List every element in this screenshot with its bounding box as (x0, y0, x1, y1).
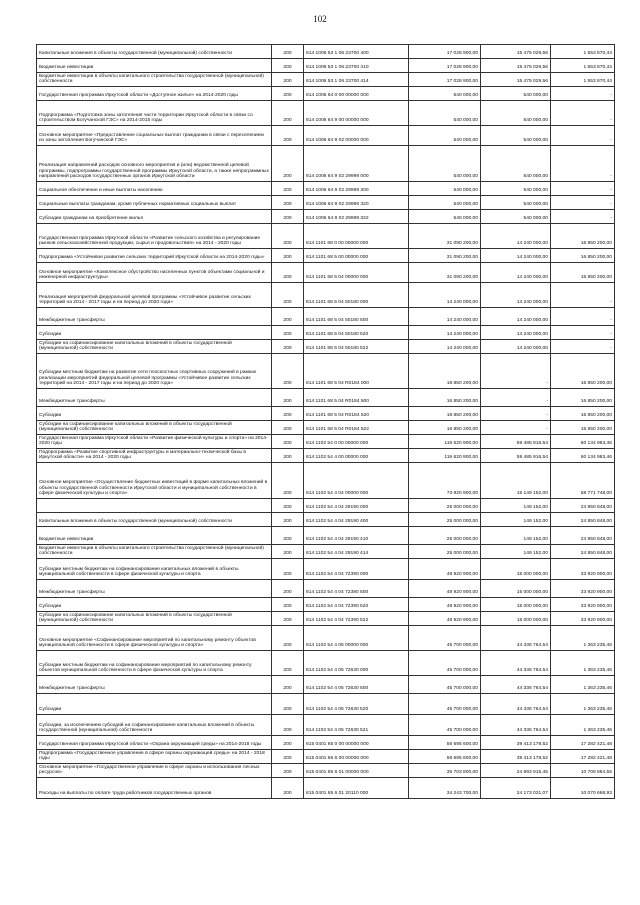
cell-rest: 33 920 900,00 (551, 598, 615, 612)
cell-rest: 16 850 200,00 (551, 407, 615, 421)
cell-admin: 200 (272, 340, 304, 354)
cell-admin: 200 (272, 676, 304, 694)
cell-rest: - (551, 326, 615, 340)
table-row (37, 263, 615, 283)
cell-plan: 25 000 000,00 (409, 499, 481, 513)
table-row (37, 598, 615, 612)
cell-code: 814 1101 68 5 00 00000 000 (304, 249, 409, 263)
cell-plan: 17 028 900,00 (409, 73, 481, 87)
table-row (37, 651, 615, 676)
cell-rest: 1 363 235,46 (551, 694, 615, 715)
cell-executed: 149 152,00 (481, 513, 551, 527)
cell-name: Подпрограмма «Государственное управление в сфере охраны окружающей среды» на 2014 - 2018 годы (37, 750, 272, 764)
cell-name: Субсидии (37, 407, 272, 421)
cell-admin: 200 (272, 308, 304, 326)
table-row (37, 59, 615, 73)
cell-admin: 200 (272, 283, 304, 308)
cell-name: Субсидии гражданам на приобретение жилья (37, 210, 272, 224)
cell-admin: 200 (272, 326, 304, 340)
table-row (37, 778, 615, 799)
table-row (37, 580, 615, 598)
cell-plan: 31 090 200,00 (409, 224, 481, 249)
cell-plan: 540 000,00 (409, 182, 481, 196)
cell-executed: 24 993 915,45 (481, 764, 551, 778)
table-row (37, 715, 615, 736)
cell-admin: 200 (272, 210, 304, 224)
cell-rest: 16 850 200,00 (551, 421, 615, 435)
cell-code: 814 1101 68 0 00 00000 000 (304, 224, 409, 249)
cell-executed: 540 000,00 (481, 126, 551, 146)
cell-executed: 44 336 764,54 (481, 651, 551, 676)
cell-code: 814 1102 54 4 05 00000 000 (304, 626, 409, 651)
cell-admin: 200 (272, 715, 304, 736)
cell-code: 814 1102 54 4 04 72390 500 (304, 580, 409, 598)
cell-admin: 200 (272, 598, 304, 612)
cell-rest: 1 553 870,44 (551, 73, 615, 87)
table-row (37, 513, 615, 527)
cell-executed: 59 485 916,54 (481, 449, 551, 463)
cell-executed: 44 336 764,54 (481, 676, 551, 694)
cell-admin: 200 (272, 224, 304, 249)
cell-name: Расходы на выплаты по оплате труда работников государственных органов (37, 778, 272, 799)
cell-admin: 200 (272, 407, 304, 421)
cell-rest: 58 771 748,00 (551, 463, 615, 499)
cell-executed: 149 152,00 (481, 527, 551, 545)
cell-executed: 44 336 764,54 (481, 626, 551, 651)
cell-rest: 60 134 983,46 (551, 435, 615, 449)
table-row (37, 283, 615, 308)
table-row (37, 407, 615, 421)
cell-name: Субсидии (37, 598, 272, 612)
cell-name: Государственная программа Иркутской области «Доступное жилье» на 2014-2020 годы (37, 87, 272, 101)
cell-plan: 25 000 000,00 (409, 527, 481, 545)
cell-executed: 540 000,00 (481, 87, 551, 101)
table-row (37, 527, 615, 545)
table-row (37, 463, 615, 499)
table-row (37, 750, 615, 764)
table-row (37, 764, 615, 778)
cell-code: 814 1006 64 9 02 29999 322 (304, 210, 409, 224)
table-row (37, 559, 615, 580)
cell-code: 814 1102 54 4 04 72390 522 (304, 612, 409, 626)
cell-rest: 24 850 848,00 (551, 499, 615, 513)
cell-rest: 10 070 668,93 (551, 778, 615, 799)
cell-code: 814 1102 54 4 04 72390 520 (304, 598, 409, 612)
cell-plan: 45 700 000,00 (409, 694, 481, 715)
cell-admin: 200 (272, 126, 304, 146)
cell-rest: 1 363 235,46 (551, 676, 615, 694)
cell-executed: 39 413 178,52 (481, 736, 551, 750)
cell-executed: - (481, 421, 551, 435)
table-row (37, 182, 615, 196)
cell-rest: 33 920 900,00 (551, 612, 615, 626)
table-row (37, 146, 615, 182)
cell-rest: - (551, 308, 615, 326)
cell-plan: 45 700 000,00 (409, 626, 481, 651)
cell-name: Межбюджетные трансферты (37, 308, 272, 326)
cell-admin: 200 (272, 499, 304, 513)
cell-executed: 14 240 000,00 (481, 340, 551, 354)
cell-name: Подпрограмма «Устойчивое развитие сельских территорий Иркутской области на 2014-2020 годы» (37, 249, 272, 263)
cell-code: 814 1102 54 4 00 00000 000 (304, 449, 409, 463)
cell-plan: 48 920 900,00 (409, 580, 481, 598)
cell-name: Субсидии местным бюджетам на развитие сети плоскостных спортивных сооружений в рамках реализации мероприятий федеральной целевой программы «Устойчивое развитие сельских территорий на 2014 - 2017 годы и на период до 2020 года» (37, 354, 272, 389)
cell-code: 814 1101 68 5 04 R0184 520 (304, 407, 409, 421)
cell-rest: - (551, 283, 615, 308)
cell-executed: 149 152,00 (481, 545, 551, 559)
cell-plan: 56 695 600,00 (409, 750, 481, 764)
cell-plan: 17 028 900,00 (409, 45, 481, 59)
table-row (37, 224, 615, 249)
cell-name: Государственная программа Иркутской области «Охрана окружающей среды» на 2014-2018 годы (37, 736, 272, 750)
cell-rest: 16 850 200,00 (551, 263, 615, 283)
cell-name: Бюджетные инвестиции в объекты капитального строительства государственной (муниципальной) собственности (37, 545, 272, 559)
cell-rest: 1 363 235,46 (551, 626, 615, 651)
cell-plan: 34 243 700,00 (409, 778, 481, 799)
table-row (37, 736, 615, 750)
cell-name: Социальное обеспечение и иные выплаты населению (37, 182, 272, 196)
cell-code: 815 0401 65 0 00 00000 000 (304, 736, 409, 750)
cell-admin: 200 (272, 545, 304, 559)
cell-executed: 540 000,00 (481, 210, 551, 224)
cell-name: Подпрограмма «Подготовка зоны затопления части территории Иркутской области в связи со строительством Богучанской ГЭС» на 2014-2015 годы (37, 101, 272, 126)
table-row (37, 676, 615, 694)
cell-code: 814 1101 68 5 04 50180 000 (304, 283, 409, 308)
budget-execution-table (36, 44, 615, 799)
cell-rest: 33 920 900,00 (551, 559, 615, 580)
cell-name: Субсидии на софинансирование капитальных вложений в объекты государственной (муниципальной) собственности (37, 612, 272, 626)
cell-plan: 14 240 000,00 (409, 340, 481, 354)
cell-admin: 200 (272, 651, 304, 676)
cell-code: 814 1101 68 5 04 R0184 000 (304, 354, 409, 389)
cell-admin: 200 (272, 750, 304, 764)
cell-plan: 31 090 200,00 (409, 249, 481, 263)
cell-executed: 540 000,00 (481, 196, 551, 210)
cell-admin: 200 (272, 449, 304, 463)
cell-code: 815 0401 65 6 01 00000 000 (304, 764, 409, 778)
cell-executed: 15 475 029,56 (481, 73, 551, 87)
cell-admin: 200 (272, 101, 304, 126)
cell-name (37, 499, 272, 513)
cell-name: Социальные выплаты гражданам, кроме публичных нормативных социальных выплат (37, 196, 272, 210)
cell-executed: 44 336 764,54 (481, 694, 551, 715)
table-row (37, 73, 615, 87)
cell-admin: 200 (272, 463, 304, 499)
cell-executed: 14 240 000,00 (481, 224, 551, 249)
cell-executed: 15 475 029,56 (481, 59, 551, 73)
cell-code: 814 1006 64 9 02 29999 320 (304, 196, 409, 210)
cell-name: Субсидии местным бюджетам на софинансирование мероприятий по капитальному ремонту объектов муниципальной собственности в сфере физической культуры и спорта (37, 651, 272, 676)
cell-code: 814 1102 54 4 05 72630 520 (304, 694, 409, 715)
cell-plan: 540 000,00 (409, 146, 481, 182)
cell-name: Основное мероприятие «Осуществление бюджетных инвестиций в форме капитальных вложений в объекты государственной собственности Иркутской области и муниципальной собственности в сфере физической культуры и спорта» (37, 463, 272, 499)
cell-name: Капитальные вложения в объекты государственной (муниципальной) собственности (37, 45, 272, 59)
cell-name: Субсидии (37, 694, 272, 715)
cell-plan: 45 700 000,00 (409, 676, 481, 694)
cell-plan: 48 920 900,00 (409, 559, 481, 580)
cell-rest: 17 282 421,48 (551, 750, 615, 764)
cell-admin: 200 (272, 87, 304, 101)
cell-executed: 15 000 000,00 (481, 580, 551, 598)
cell-code: 814 1006 64 9 02 29999 000 (304, 146, 409, 182)
table-row (37, 389, 615, 407)
table-row (37, 101, 615, 126)
cell-code: 814 1006 53 1 06 23700 400 (304, 45, 409, 59)
cell-admin: 200 (272, 196, 304, 210)
page-number: 102 (313, 14, 327, 24)
cell-name: Государственная программа Иркутской области «Развитие физической культуры и спорта» на 2014-2020 годы (37, 435, 272, 449)
cell-executed: 14 240 000,00 (481, 308, 551, 326)
table-row (37, 449, 615, 463)
table-row (37, 435, 615, 449)
cell-admin: 200 (272, 580, 304, 598)
cell-admin: 200 (272, 249, 304, 263)
cell-rest: 16 850 200,00 (551, 389, 615, 407)
cell-plan: 35 703 800,00 (409, 764, 481, 778)
cell-admin: 200 (272, 146, 304, 182)
cell-name: Государственная программа Иркутской области «Развитие сельского хозяйства и регулирование рынков сельскохозяйственной продукции, сырья и продовольствия» на 2014 - 2020 годы (37, 224, 272, 249)
cell-rest: 10 709 884,55 (551, 764, 615, 778)
cell-code: 814 1102 54 4 04 00000 000 (304, 463, 409, 499)
cell-code: 814 1006 53 1 06 23700 410 (304, 59, 409, 73)
cell-rest: 33 920 900,00 (551, 580, 615, 598)
cell-rest: 60 134 983,46 (551, 449, 615, 463)
cell-executed: 14 240 000,00 (481, 326, 551, 340)
cell-admin: 200 (272, 354, 304, 389)
cell-rest: 1 363 235,46 (551, 651, 615, 676)
cell-admin: 200 (272, 263, 304, 283)
cell-executed: 15 149 152,00 (481, 463, 551, 499)
cell-code: 814 1102 54 4 04 29190 000 (304, 499, 409, 513)
cell-code: 815 0401 65 6 01 20110 000 (304, 778, 409, 799)
cell-name: Межбюджетные трансферты (37, 389, 272, 407)
cell-rest: 17 282 421,48 (551, 736, 615, 750)
cell-code: 814 1006 64 9 02 00000 000 (304, 126, 409, 146)
cell-executed: 24 173 031,07 (481, 778, 551, 799)
cell-plan: 119 620 900,00 (409, 449, 481, 463)
table-row (37, 308, 615, 326)
cell-plan: 56 695 600,00 (409, 736, 481, 750)
table-row (37, 196, 615, 210)
cell-executed: 14 240 000,00 (481, 283, 551, 308)
cell-name: Основное мероприятие «Государственное управление в сфере охраны и использования лесных ресурсов» (37, 764, 272, 778)
cell-name: Подпрограмма «Развитие спортивной инфраструктуры и материально-технической базы в Иркутской области» на 2014 - 2020 годы (37, 449, 272, 463)
cell-executed: - (481, 407, 551, 421)
cell-code: 814 1102 54 4 05 72630 521 (304, 715, 409, 736)
cell-admin: 200 (272, 612, 304, 626)
cell-admin: 200 (272, 778, 304, 799)
cell-rest: - (551, 101, 615, 126)
cell-admin: 200 (272, 513, 304, 527)
table-row (37, 326, 615, 340)
cell-code: 815 0401 65 6 00 00000 000 (304, 750, 409, 764)
cell-executed: 44 336 764,54 (481, 715, 551, 736)
cell-admin: 200 (272, 764, 304, 778)
cell-plan: 540 000,00 (409, 210, 481, 224)
cell-admin: 200 (272, 389, 304, 407)
cell-rest: - (551, 210, 615, 224)
cell-plan: 45 700 000,00 (409, 715, 481, 736)
cell-code: 814 1006 64 0 00 00000 000 (304, 87, 409, 101)
cell-code: 814 1101 68 5 04 50180 520 (304, 326, 409, 340)
cell-plan: 31 090 200,00 (409, 263, 481, 283)
table-row (37, 421, 615, 435)
table-row (37, 354, 615, 389)
cell-code: 814 1102 54 4 05 72630 000 (304, 651, 409, 676)
cell-plan: 540 000,00 (409, 101, 481, 126)
cell-admin: 200 (272, 527, 304, 545)
cell-executed: 15 000 000,00 (481, 559, 551, 580)
cell-admin: 200 (272, 694, 304, 715)
table-row (37, 694, 615, 715)
cell-name: Основное мероприятие «Софинансирование мероприятий по капитальному ремонту объектов муниципальной собственности в сфере физической культуры и спорта» (37, 626, 272, 651)
cell-executed: 59 485 916,54 (481, 435, 551, 449)
cell-rest: 1 553 870,44 (551, 45, 615, 59)
cell-code: 814 1006 53 1 06 23700 414 (304, 73, 409, 87)
cell-rest: - (551, 182, 615, 196)
cell-rest: 24 850 848,00 (551, 545, 615, 559)
cell-name: Субсидии, за исключением субсидий на софинансирование капитальных вложений в объекты государственной (муниципальной) собственности (37, 715, 272, 736)
cell-plan: 48 920 900,00 (409, 612, 481, 626)
cell-plan: 25 000 000,00 (409, 513, 481, 527)
cell-admin: 200 (272, 45, 304, 59)
cell-code: 814 1101 68 5 04 50180 500 (304, 308, 409, 326)
cell-name: Реализация мероприятий федеральной целевой программы «Устойчивое развитие сельских территорий на 2014 - 2017 годы и на период до 2020 года» (37, 283, 272, 308)
cell-rest: 1 553 870,44 (551, 59, 615, 73)
table-row (37, 545, 615, 559)
cell-executed: 540 000,00 (481, 182, 551, 196)
cell-admin: 200 (272, 736, 304, 750)
cell-admin: 200 (272, 421, 304, 435)
cell-executed: - (481, 354, 551, 389)
cell-plan: 16 850 200,00 (409, 389, 481, 407)
cell-name: Бюджетные инвестиции в объекты капитального строительства государственной (муниципальной) собственности (37, 73, 272, 87)
cell-plan: 14 240 000,00 (409, 283, 481, 308)
cell-executed: 14 240 000,00 (481, 263, 551, 283)
cell-admin: 200 (272, 559, 304, 580)
cell-rest: 24 850 848,00 (551, 527, 615, 545)
cell-rest: 24 850 848,00 (551, 513, 615, 527)
cell-name: Бюджетные инвестиции (37, 59, 272, 73)
cell-code: 814 1101 68 5 04 00000 000 (304, 263, 409, 283)
cell-code: 814 1101 68 5 04 R0184 522 (304, 421, 409, 435)
table-row (37, 612, 615, 626)
cell-plan: 119 620 900,00 (409, 435, 481, 449)
cell-executed: 15 000 000,00 (481, 598, 551, 612)
cell-plan: 540 000,00 (409, 196, 481, 210)
table-row (37, 45, 615, 59)
cell-plan: 25 000 000,00 (409, 545, 481, 559)
cell-plan: 14 240 000,00 (409, 308, 481, 326)
cell-plan: 45 700 000,00 (409, 651, 481, 676)
cell-admin: 200 (272, 182, 304, 196)
cell-executed: 15 475 029,56 (481, 45, 551, 59)
cell-plan: 16 850 200,00 (409, 354, 481, 389)
cell-name: Субсидии местным бюджетам на софинансирование капитальных вложений в объекты муниципальной собственности в сфере физической культуры и спорта (37, 559, 272, 580)
cell-code: 814 1102 54 4 04 29190 414 (304, 545, 409, 559)
table-row (37, 249, 615, 263)
cell-rest: - (551, 87, 615, 101)
cell-rest: 16 850 200,00 (551, 224, 615, 249)
cell-plan: 73 920 900,00 (409, 463, 481, 499)
cell-executed: 39 413 178,52 (481, 750, 551, 764)
cell-code: 814 1102 54 4 05 72630 500 (304, 676, 409, 694)
cell-name: Межбюджетные трансферты (37, 580, 272, 598)
cell-plan: 16 850 200,00 (409, 407, 481, 421)
cell-rest: - (551, 146, 615, 182)
cell-name: Реализация направлений расходов основного мероприятия и (или) ведомственной целевой программы, подпрограммы государственной программы Иркутской области, а также непрограммных направлений расходов государственных органов Иркутской области (37, 146, 272, 182)
cell-code: 814 1006 64 9 02 29999 300 (304, 182, 409, 196)
cell-code: 814 1102 54 4 04 29190 400 (304, 513, 409, 527)
table-row (37, 340, 615, 354)
cell-admin: 200 (272, 435, 304, 449)
cell-name: Субсидии (37, 326, 272, 340)
cell-name: Основное мероприятие «Комплексное обустройство населенных пунктов объектами социальной и инженерной инфраструктуры» (37, 263, 272, 283)
cell-plan: 16 850 200,00 (409, 421, 481, 435)
cell-name: Субсидии на софинансирование капитальных вложений в объекты государственной (муниципальной) собственности (37, 340, 272, 354)
cell-admin: 200 (272, 59, 304, 73)
cell-name: Бюджетные инвестиции (37, 527, 272, 545)
cell-code: 814 1101 68 5 04 50180 522 (304, 340, 409, 354)
table-row (37, 626, 615, 651)
cell-rest: 16 850 200,00 (551, 249, 615, 263)
table-row (37, 87, 615, 101)
cell-code: 814 1102 54 0 00 00000 000 (304, 435, 409, 449)
cell-executed: 540 000,00 (481, 146, 551, 182)
cell-plan: 540 000,00 (409, 126, 481, 146)
cell-executed: 540 000,00 (481, 101, 551, 126)
table-row (37, 499, 615, 513)
cell-admin: 200 (272, 626, 304, 651)
table-row (37, 210, 615, 224)
cell-plan: 48 920 900,00 (409, 598, 481, 612)
cell-executed: 15 000 000,00 (481, 612, 551, 626)
cell-rest: - (551, 196, 615, 210)
cell-name: Субсидии на софинансирование капитальных вложений в объекты государственной (муниципальной) собственности (37, 421, 272, 435)
cell-name: Основное мероприятие «Предоставление социальных выплат гражданам в связи с переселением из зоны затопления Богучанской ГЭС» (37, 126, 272, 146)
cell-executed: - (481, 389, 551, 407)
cell-code: 814 1102 54 4 04 29190 410 (304, 527, 409, 545)
cell-admin: 200 (272, 73, 304, 87)
cell-plan: 17 028 900,00 (409, 59, 481, 73)
cell-code: 814 1006 64 9 00 00000 000 (304, 101, 409, 126)
table-row (37, 126, 615, 146)
cell-executed: 14 240 000,00 (481, 249, 551, 263)
cell-rest: 16 850 200,00 (551, 354, 615, 389)
cell-code: 814 1102 54 4 04 72390 000 (304, 559, 409, 580)
cell-executed: 149 152,00 (481, 499, 551, 513)
cell-rest: - (551, 126, 615, 146)
cell-name: Капитальные вложения в объекты государственной (муниципальной) собственности (37, 513, 272, 527)
cell-code: 814 1101 68 5 04 R0184 500 (304, 389, 409, 407)
cell-rest: 1 363 235,46 (551, 715, 615, 736)
cell-rest: - (551, 340, 615, 354)
cell-plan: 14 240 000,00 (409, 326, 481, 340)
cell-name: Межбюджетные трансферты (37, 676, 272, 694)
cell-plan: 540 000,00 (409, 87, 481, 101)
